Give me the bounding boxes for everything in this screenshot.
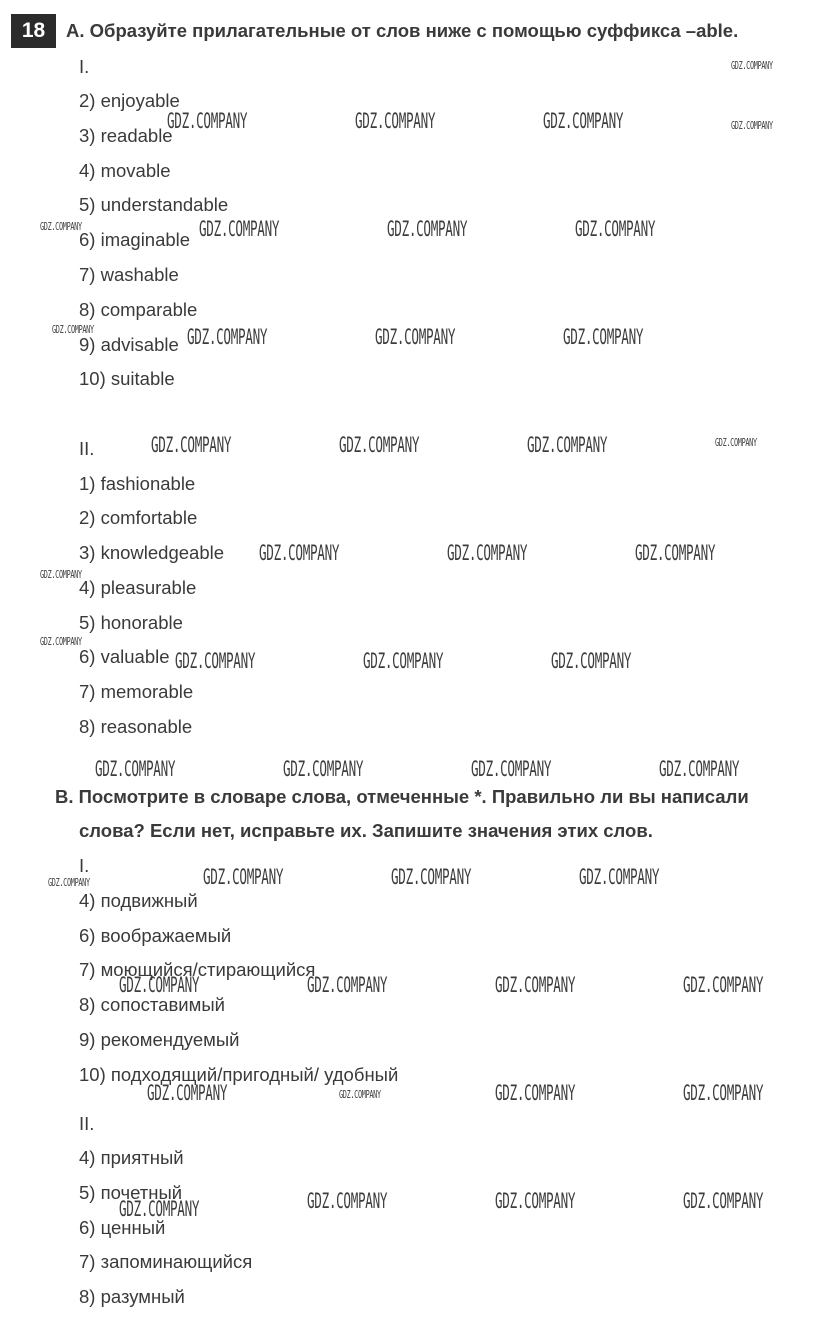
- list-item: 9) advisable: [79, 334, 179, 355]
- watermark-text: GDZ.COMPANY: [147, 1081, 228, 1105]
- watermark-text: GDZ.COMPANY: [95, 757, 176, 781]
- watermark-text: GDZ.COMPANY: [659, 757, 740, 781]
- list-item: 10) подходящий/пригодный/ удобный: [79, 1064, 399, 1085]
- watermark-text: GDZ.COMPANY: [40, 635, 82, 648]
- watermark-text: GDZ.COMPANY: [355, 109, 436, 133]
- watermark-text: GDZ.COMPANY: [175, 649, 256, 673]
- part-b-heading-line-2: слова? Если нет, исправьте их. Запишите значения этих слов.: [79, 820, 653, 841]
- watermark-text: GDZ.COMPANY: [40, 220, 82, 233]
- list-item: 6) imaginable: [79, 229, 191, 250]
- watermark-text: GDZ.COMPANY: [495, 1081, 576, 1105]
- exercise-number-badge: 18: [11, 14, 56, 48]
- watermark-text: GDZ.COMPANY: [527, 433, 608, 457]
- watermark-text: GDZ.COMPANY: [543, 109, 624, 133]
- section-label: I.: [79, 855, 90, 876]
- watermark-text: GDZ.COMPANY: [52, 323, 94, 336]
- section-label: II.: [79, 1113, 95, 1134]
- list-item: 6) воображаемый: [79, 925, 232, 946]
- watermark-text: GDZ.COMPANY: [119, 973, 200, 997]
- watermark-text: GDZ.COMPANY: [551, 649, 632, 673]
- watermark-text: GDZ.COMPANY: [391, 865, 472, 889]
- list-item: 6) valuable: [79, 646, 170, 667]
- list-item: 7) washable: [79, 264, 179, 285]
- list-item: 5) understandable: [79, 194, 229, 215]
- list-item: 5) почетный: [79, 1182, 183, 1203]
- list-item: 4) pleasurable: [79, 577, 197, 598]
- list-item: 1) fashionable: [79, 473, 196, 494]
- watermark-text: GDZ.COMPANY: [283, 757, 364, 781]
- watermark-text: GDZ.COMPANY: [307, 1189, 388, 1213]
- list-item: 8) reasonable: [79, 716, 193, 737]
- watermark-text: GDZ.COMPANY: [187, 325, 268, 349]
- watermark-text: GDZ.COMPANY: [151, 433, 232, 457]
- watermark-text: GDZ.COMPANY: [579, 865, 660, 889]
- section-label: II.: [79, 438, 95, 459]
- watermark-text: GDZ.COMPANY: [363, 649, 444, 673]
- list-item: 10) suitable: [79, 368, 175, 389]
- watermark-text: GDZ.COMPANY: [715, 436, 757, 449]
- watermark-text: GDZ.COMPANY: [495, 973, 576, 997]
- list-item: 6) ценный: [79, 1217, 166, 1238]
- watermark-text: GDZ.COMPANY: [339, 1088, 381, 1101]
- watermark-text: GDZ.COMPANY: [307, 973, 388, 997]
- list-item: 2) comfortable: [79, 507, 198, 528]
- watermark-text: GDZ.COMPANY: [731, 59, 773, 72]
- watermark-text: GDZ.COMPANY: [259, 541, 340, 565]
- list-item: 4) подвижный: [79, 890, 198, 911]
- list-item: 7) memorable: [79, 681, 194, 702]
- watermark-text: GDZ.COMPANY: [387, 217, 468, 241]
- list-item: 3) knowledgeable: [79, 542, 225, 563]
- watermark-text: GDZ.COMPANY: [731, 119, 773, 132]
- watermark-text: GDZ.COMPANY: [683, 1081, 764, 1105]
- watermark-text: GDZ.COMPANY: [339, 433, 420, 457]
- watermark-text: GDZ.COMPANY: [447, 541, 528, 565]
- watermark-text: GDZ.COMPANY: [495, 1189, 576, 1213]
- watermark-text: GDZ.COMPANY: [40, 568, 82, 581]
- watermark-text: GDZ.COMPANY: [635, 541, 716, 565]
- watermark-text: GDZ.COMPANY: [471, 757, 552, 781]
- list-item: 7) моющийся/стирающийся: [79, 959, 316, 980]
- list-item: 8) comparable: [79, 299, 198, 320]
- watermark-text: GDZ.COMPANY: [575, 217, 656, 241]
- list-item: 2) enjoyable: [79, 90, 180, 111]
- part-b-heading-line-1: B. Посмотрите в словаре слова, отмеченные *. Правильно ли вы написали: [55, 786, 749, 807]
- watermark-text: GDZ.COMPANY: [167, 109, 248, 133]
- watermark-text: GDZ.COMPANY: [119, 1197, 200, 1221]
- list-item: 5) honorable: [79, 612, 183, 633]
- list-item: 9) рекомендуемый: [79, 1029, 240, 1050]
- watermark-text: GDZ.COMPANY: [203, 865, 284, 889]
- list-item: 8) сопоставимый: [79, 994, 225, 1015]
- list-item: 4) приятный: [79, 1147, 184, 1168]
- list-item: 8) разумный: [79, 1286, 185, 1307]
- watermark-text: GDZ.COMPANY: [48, 876, 90, 889]
- watermark-text: GDZ.COMPANY: [683, 973, 764, 997]
- watermark-text: GDZ.COMPANY: [375, 325, 456, 349]
- list-item: 7) запоминающийся: [79, 1251, 253, 1272]
- watermark-text: GDZ.COMPANY: [683, 1189, 764, 1213]
- watermark-text: GDZ.COMPANY: [199, 217, 280, 241]
- list-item: 3) readable: [79, 125, 173, 146]
- list-item: 4) movable: [79, 160, 171, 181]
- watermark-text: GDZ.COMPANY: [563, 325, 644, 349]
- section-label: I.: [79, 56, 90, 77]
- part-a-heading: A. Образуйте прилагательные от слов ниже с помощью суффикса –able.: [66, 20, 739, 41]
